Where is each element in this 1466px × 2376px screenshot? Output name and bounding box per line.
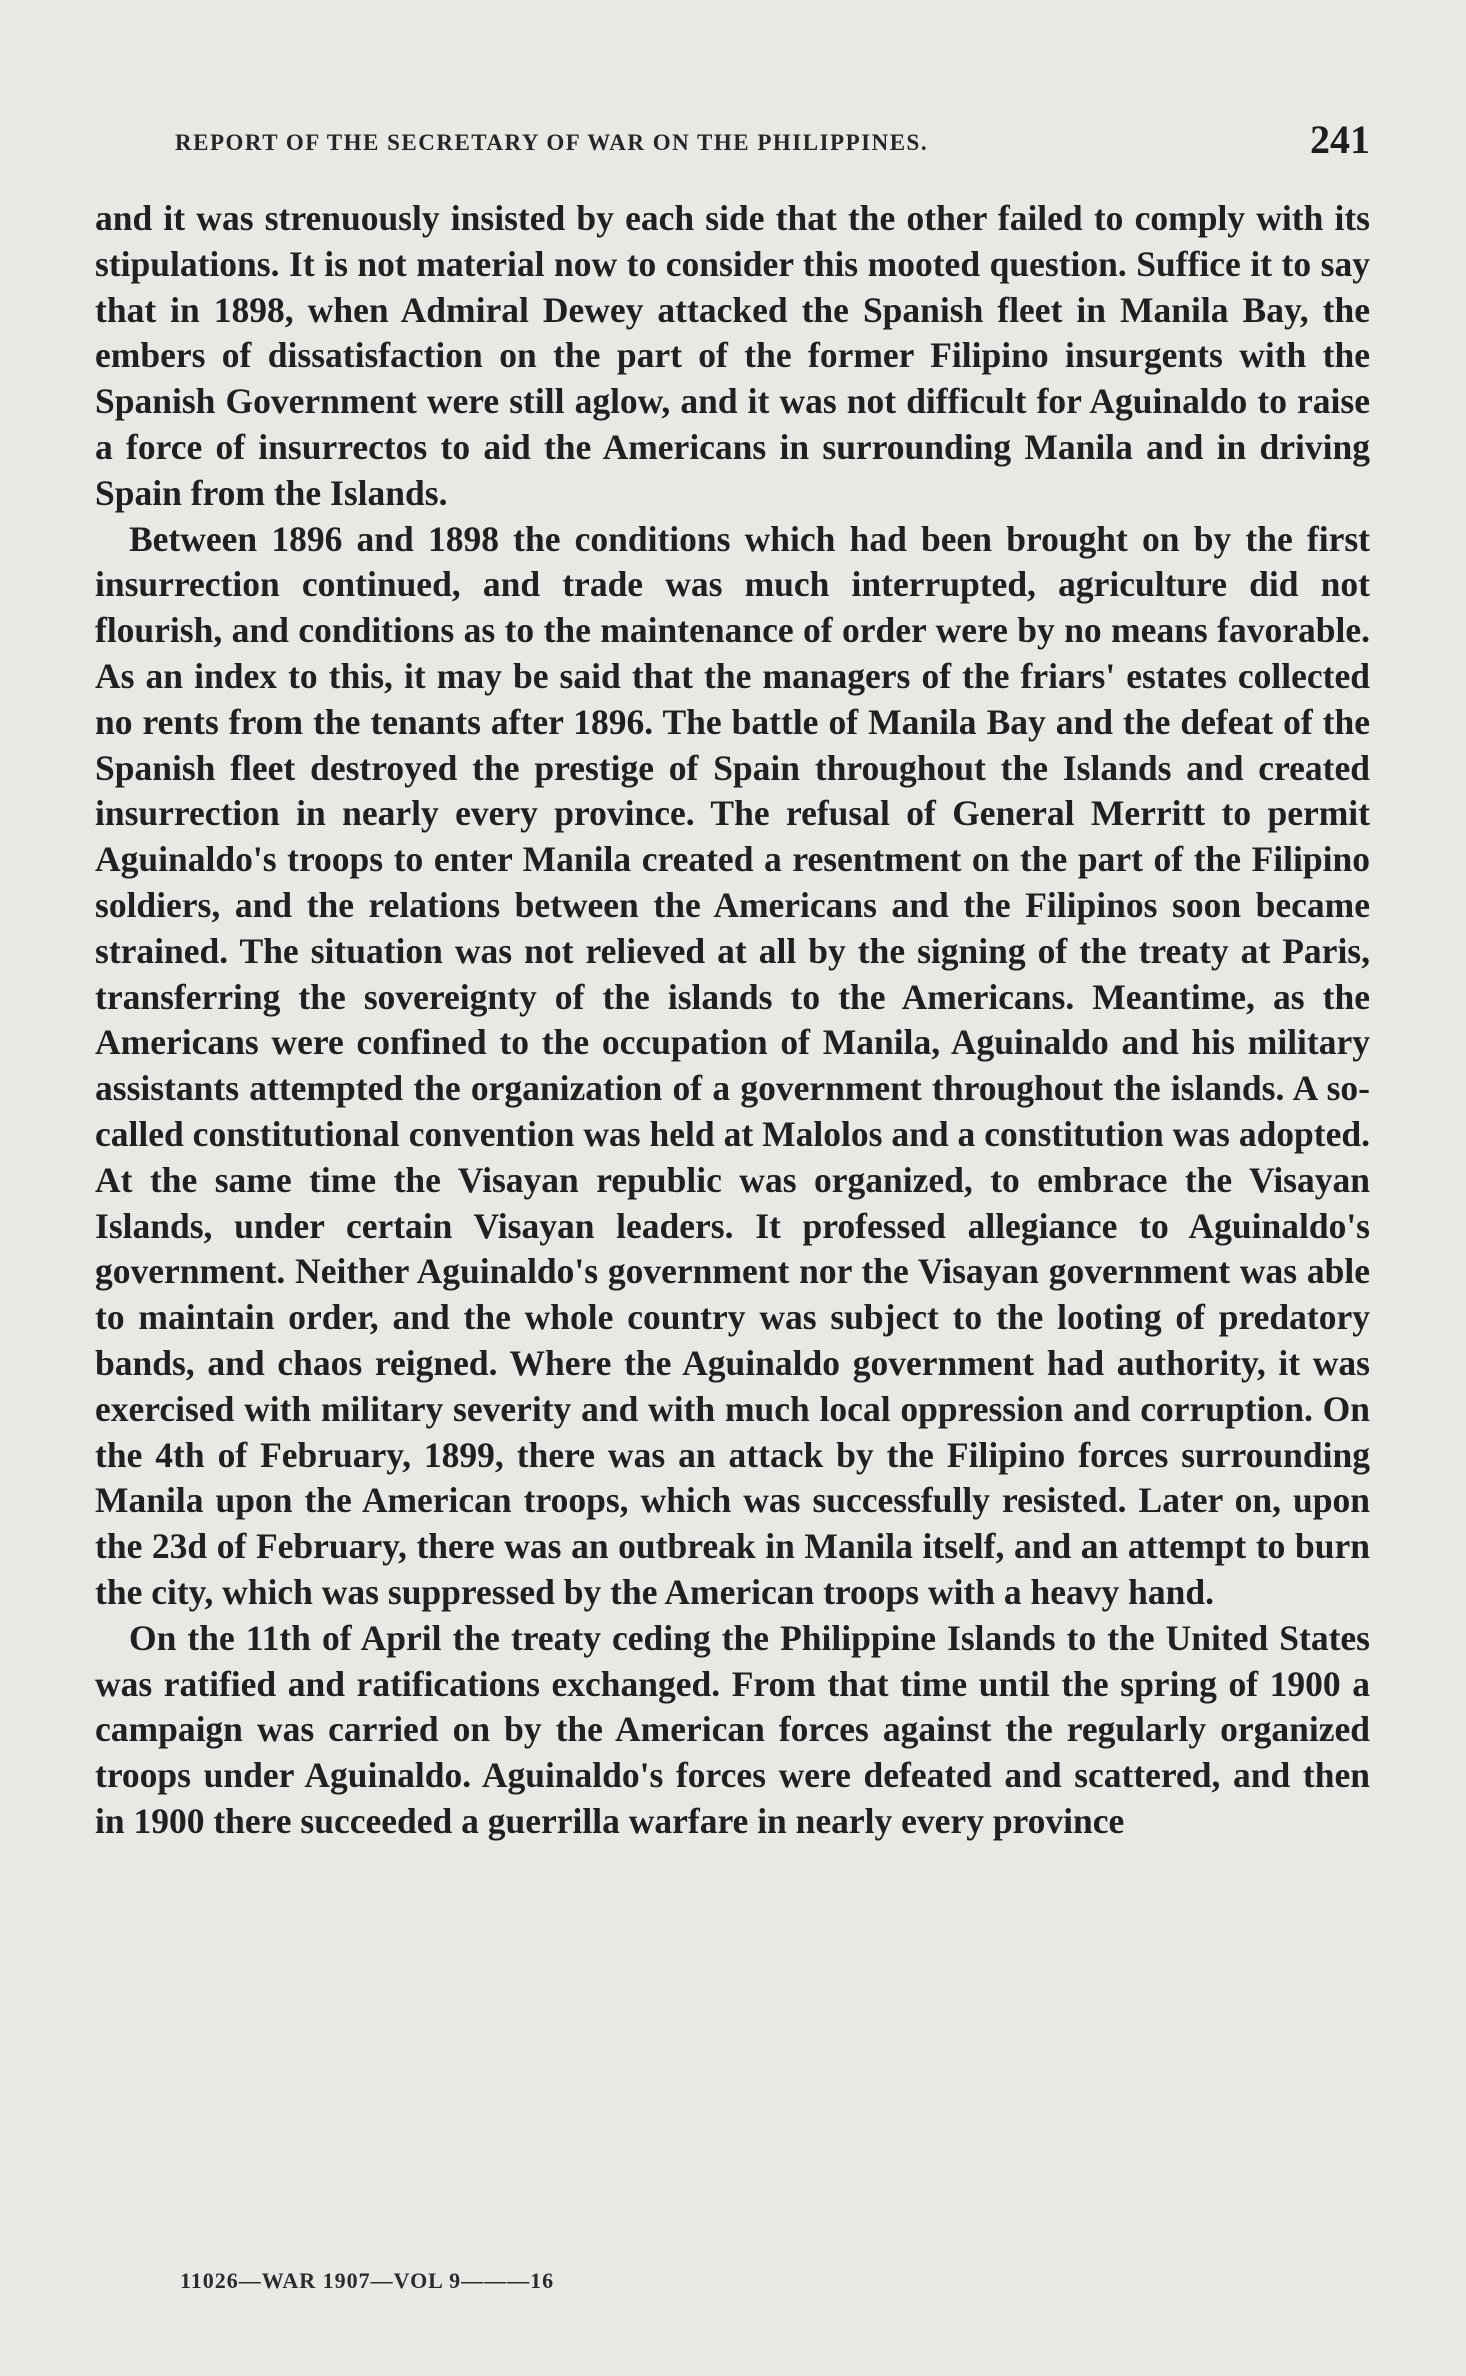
page-header bbox=[175, 112, 1370, 172]
paragraph-continued: and it was strenuously insisted by each side that the other failed to comply with its stipulations. It is not material now to consider this mooted question. Suffice it to say that in 1898, when Admiral Dewey attacked the Spanish fleet in Manila Bay, the embers of dissatisfaction on the part of the former Filipino insurgents with the Spanish Government were still aglow, and it was not difficult for Aguinaldo to raise a force of insurrectos to aid the Americans in surrounding Manila and in driving Spain from the Islands. bbox=[95, 198, 1370, 513]
body-text bbox=[95, 196, 1370, 1845]
paragraph-conditions-1896-1898: Between 1896 and 1898 the conditions which had been brought on by the first insurrection continued, and trade was much interrupted, agriculture did not flourish, and conditions as to the maintenance of order were by no means favorable. As an index to this, it may be said that the managers of the friars' estates collected no rents from the tenants after 1896. The battle of Manila Bay and the defeat of the Spanish fleet destroyed the prestige of Spain throughout the Islands and created insurrection in nearly every province. The refusal of General Merritt to permit Aguinaldo's troops to enter Manila created a resentment on the part of the Filipino soldiers, and the relations between the Americans and the Filipinos soon became strained. The situation was not relieved at all by the signing of the treaty at Paris, transferring the sovereignty of the islands to the Americans. Meantime, as the Americans were confined to the occupation of Manila, Aguinaldo and his military assistants attempted the organization of a government throughout the islands. A so-called constitutional convention was held at Malolos and a constitution was adopted. At the same time the Visayan republic was organized, to embrace the Visayan Islands, under certain Visayan leaders. It professed allegiance to Aguinaldo's government. Neither Aguinaldo's government nor the Visayan government was able to maintain order, and the whole country was subject to the looting of predatory bands, and chaos reigned. Where the Aguinaldo government had authority, it was exercised with military severity and with much local oppression and corruption. On the 4th of February, 1899, there was an attack by the Filipino forces surrounding Manila upon the American troops, which was successfully resisted. Later on, upon the 23d of February, there was an outbreak in Manila itself, and an attempt to burn the city, which was suppressed by the American troops with a heavy hand. bbox=[95, 518, 1370, 1612]
paragraph-treaty-ratified: On the 11th of April the treaty ceding the Philippine Islands to the United States was ratified and ratifications exchanged. From that time until the spring of 1900 a campaign was carried on by the American forces against the regularly organized troops under Aguinaldo. Aguinaldo's forces were defeated and scattered, and then in 1900 there succeeded a guerrilla warfare in nearly every province bbox=[95, 1617, 1370, 1841]
signature-mark: 11026—WAR 1907—VOL 9———16 bbox=[180, 2268, 555, 2293]
page-number: 241 bbox=[1310, 117, 1370, 162]
running-head: REPORT OF THE SECRETARY OF WAR ON THE PHILIPPINES. bbox=[175, 130, 929, 155]
